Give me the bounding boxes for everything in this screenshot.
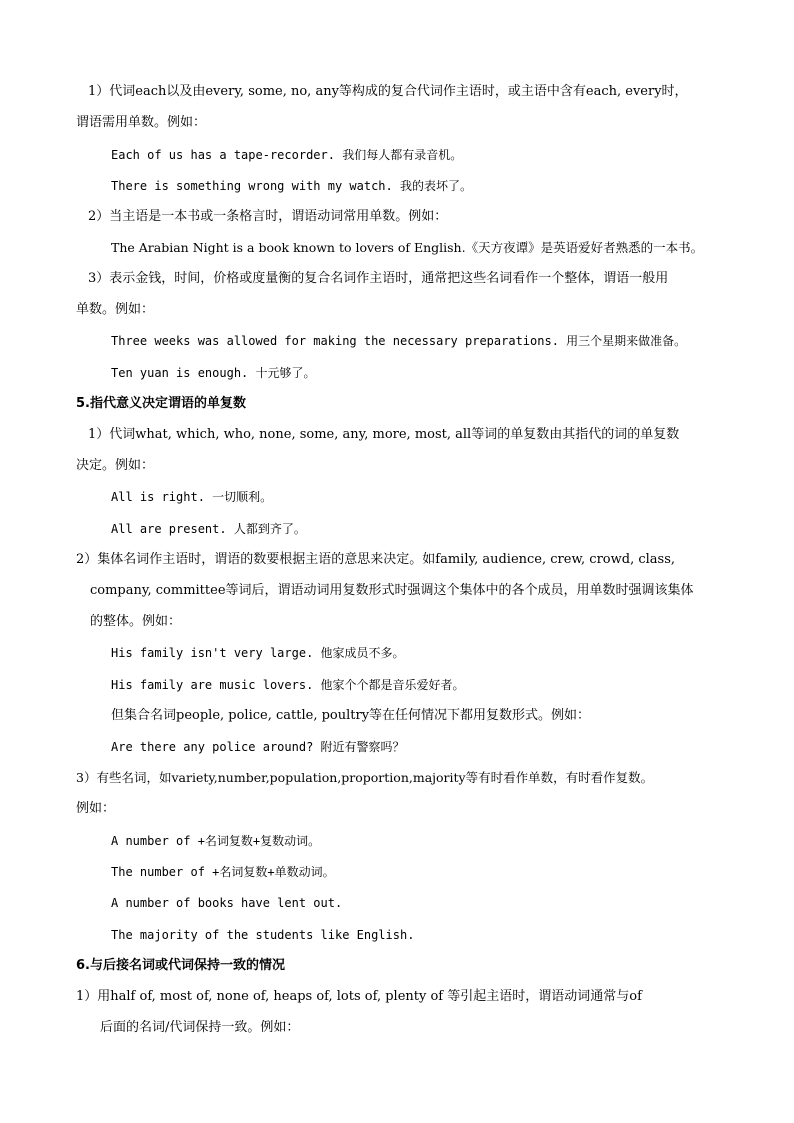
example-sentence: Three weeks was allowed for making the necessary preparations. 用三个星期来做准备。: [111, 334, 687, 348]
example-sentence: All are present. 人都到齐了。: [111, 522, 306, 536]
paragraph-line: 3）表示金钱，时间，价格或度量衡的复合名词作主语时，通常把这些名词看作一个整体，谓语一般用: [88, 271, 669, 286]
example-sentence: His family isn't very large. 他家成员不多。: [111, 646, 405, 660]
example-sentence: A number of +名词复数+复数动词。: [111, 834, 321, 848]
paragraph-line: 例如：: [76, 801, 116, 816]
paragraph-line: 的整体。例如：: [90, 614, 182, 629]
paragraph-line: 2）当主语是一本书或一条格言时，谓语动词常用单数。例如：: [88, 209, 448, 224]
example-sentence: The Arabian Night is a book known to lovers of English.《天方夜谭》是英语爱好者熟悉的一本书。: [111, 240, 704, 255]
example-sentence: A number of books have lent out.: [111, 896, 343, 910]
paragraph-line: 1）代词each以及由every, some, no, any等构成的复合代词作主语时，或主语中含有each, every时，: [88, 84, 688, 99]
paragraph-line: 决定。例如：: [76, 458, 155, 473]
paragraph-line: 后面的名词/代词保持一致。例如：: [100, 1020, 300, 1035]
paragraph-line: 谓语需用单数。例如：: [76, 115, 207, 130]
paragraph-line: 但集合名词people, police, cattle, poultry等在任何情况下都用复数形式。例如：: [111, 708, 591, 723]
section-heading: 6.与后接名词或代词保持一致的情况: [76, 958, 285, 973]
paragraph-line: 2）集体名词作主语时，谓语的数要根据主语的意思来决定。如family, audience, crew, crowd, class,: [76, 552, 676, 567]
paragraph-line: 1）用half of, most of, none of, heaps of, lots of, plenty of 等引起主语时，谓语动词通常与of: [76, 989, 642, 1004]
example-sentence: There is something wrong with my watch. 我的表坏了。: [111, 179, 472, 193]
paragraph-line: 3）有些名词，如variety,number,population,proportion,majority等有时看作单数，有时看作复数。: [76, 770, 654, 785]
example-sentence: Ten yuan is enough. 十元够了。: [111, 366, 316, 380]
paragraph-line: 单数。例如：: [76, 302, 155, 317]
example-sentence: Each of us has a tape-recorder. 我们每人都有录音机。: [111, 148, 463, 162]
paragraph-line: 1）代词what, which, who, none, some, any, more, most, all等词的单复数由其指代的词的单复数: [88, 427, 680, 442]
example-sentence: The number of +名词复数+单数动词。: [111, 865, 335, 879]
example-sentence: All is right. 一切顺利。: [111, 490, 273, 504]
example-sentence: Are there any police around? 附近有警察吗？: [111, 740, 405, 754]
section-heading: 5.指代意义决定谓语的单复数: [76, 396, 246, 411]
example-sentence: His family are music lovers. 他家个个都是音乐爱好者。: [111, 678, 465, 692]
paragraph-line: company, committee等词后，谓语动词用复数形式时强调这个集体中的各个成员，用单数时强调该集体: [90, 583, 694, 598]
example-sentence: The majority of the students like English.: [111, 928, 415, 942]
